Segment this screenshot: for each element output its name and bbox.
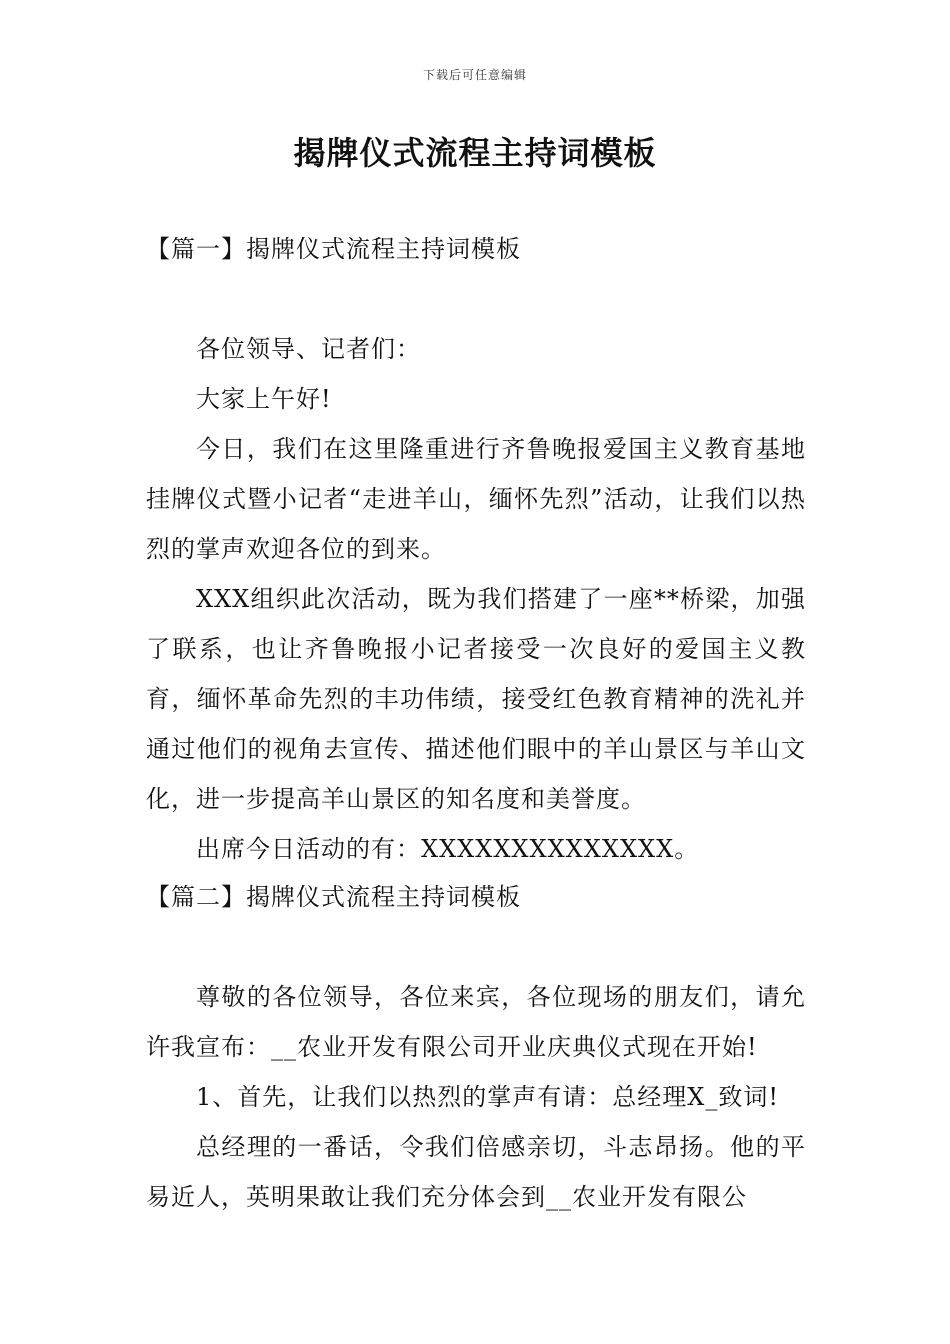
paragraph: 出席今日活动的有：XXXXXXXXXXXXXX。 [196, 835, 700, 863]
paragraph: 总经理的一番话，令我们倍感亲切，斗志昂扬。他的平易近人，英明果敢让我们充分体会到__农业开发有限公 [146, 1133, 806, 1211]
paragraph: 1、首先，让我们以热烈的掌声有请：总经理X_致词! [196, 1083, 779, 1111]
section-body-1 [146, 324, 806, 874]
section-heading-2: 【篇二】揭牌仪式流程主持词模板 [146, 883, 521, 911]
paragraph: XXX组织此次活动，既为我们搭建了一座**桥梁，加强了联系，也让齐鲁晚报小记者接受一次良好的爱国主义教育，缅怀革命先烈的丰功伟绩，接受红色教育精神的洗礼并通过他们的视角去宣传、描述他们眼中的羊山景区与羊山文化，进一步提高羊山景区的知名度和美誉度。 [146, 585, 806, 813]
section-heading-1: 【篇一】揭牌仪式流程主持词模板 [146, 235, 521, 263]
header-note: 下载后可任意编辑 [422, 68, 527, 82]
page-title: 揭牌仪式流程主持词模板 [293, 134, 657, 172]
paragraph: 大家上午好! [196, 385, 332, 413]
paragraph: 今日，我们在这里隆重进行齐鲁晚报爱国主义教育基地挂牌仪式暨小记者“走进羊山，缅怀先烈”活动，让我们以热烈的掌声欢迎各位的到来。 [146, 435, 806, 563]
paragraph: 各位领导、记者们： [196, 335, 421, 363]
paragraph: 尊敬的各位领导，各位来宾，各位现场的朋友们，请允许我宣布：__农业开发有限公司开业庆典仪式现在开始! [146, 983, 806, 1061]
section-body-2 [146, 972, 806, 1222]
